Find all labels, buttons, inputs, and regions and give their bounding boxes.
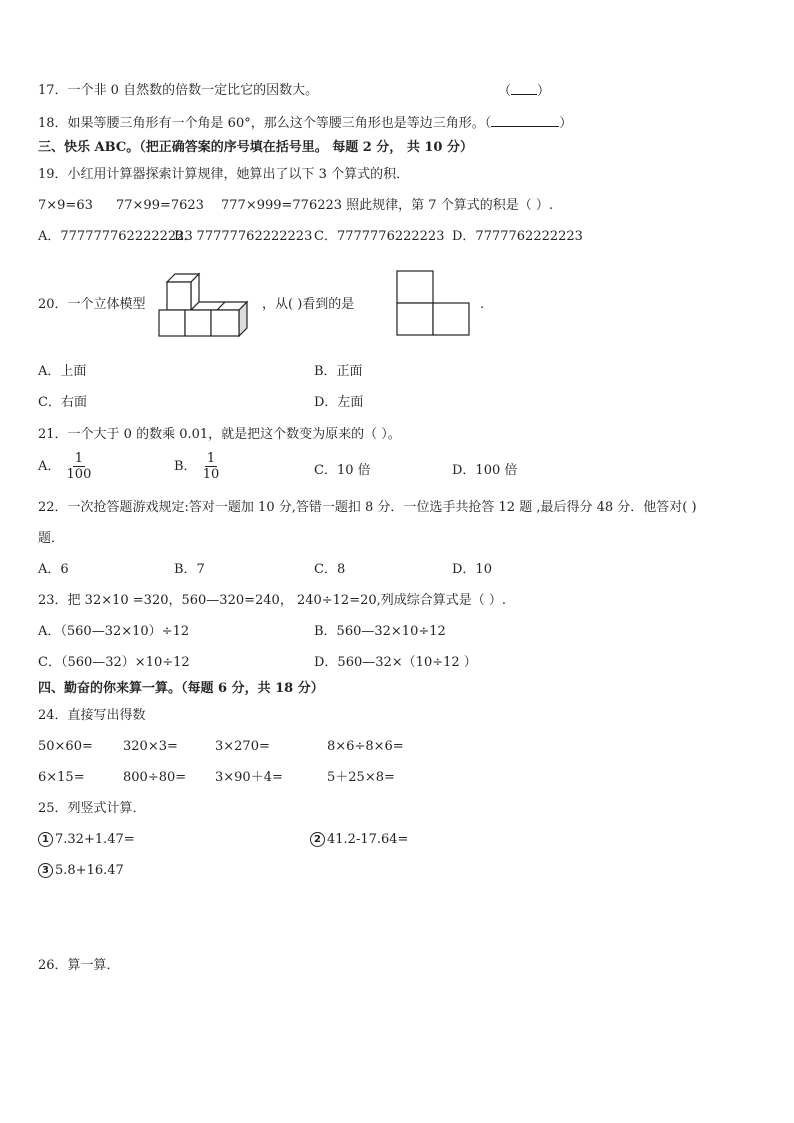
q24-item-1: 50×60= bbox=[38, 739, 93, 754]
section-3-heading: 三、快乐 ABC。（把正确答案的序号填在括号里。 每题 2 分， 共 10 分） bbox=[38, 140, 473, 155]
circled-number-1: 1 bbox=[38, 832, 53, 847]
fraction: $\frac{1}{100}$ bbox=[66, 451, 92, 482]
q19-expr-1: 7×9=63 bbox=[38, 198, 93, 213]
question-18-text: 18．如果等腰三角形有一个角是 60°，那么这个等腰三角形也是等边三角形。（ bbox=[38, 116, 492, 131]
q24-item-4: 8×6÷8×6= bbox=[327, 739, 404, 754]
question-23-text: 23．把 32×10 =320，560—320=240， 240÷12=20,列成综合算式是（ ）. bbox=[38, 593, 507, 608]
question-22-text: 22．一次抢答题游戏规定:答对一题加 10 分,答错一题扣 8 分．一位选手共抢答 12 题 ,最后得分 48 分．他答对( ) bbox=[38, 500, 697, 515]
view-shape-figure bbox=[396, 270, 470, 336]
q24-item-7: 3×90＋4= bbox=[215, 770, 283, 785]
answer-blank-18[interactable] bbox=[491, 114, 559, 127]
q24-item-6: 800÷80= bbox=[123, 770, 187, 785]
q24-item-8: 5＋25×8= bbox=[327, 770, 395, 785]
q20-option-a[interactable]: A．上面 bbox=[38, 364, 87, 379]
q21-option-c[interactable]: C．10 倍 bbox=[314, 463, 371, 478]
q25-item-1: 1 7.32+1.47= bbox=[38, 831, 135, 849]
q23-option-d[interactable]: D．560—32×（10÷12 ） bbox=[314, 655, 477, 670]
circled-number-2: 2 bbox=[310, 832, 325, 847]
q24-item-2: 320×3= bbox=[123, 739, 178, 754]
q25-item-3: 3 5.8+16.47 bbox=[38, 862, 124, 880]
question-25-title: 25．列竖式计算． bbox=[38, 801, 146, 816]
q19-option-d[interactable]: D．7777762222223 bbox=[452, 229, 583, 244]
question-20-suffix: . bbox=[480, 297, 485, 312]
question-20-middle: ，从( )看到的是 bbox=[262, 297, 355, 312]
question-19-text: 19．小红用计算器探索计算规律，她算出了以下 3 个算式的积． bbox=[38, 167, 410, 182]
q22-option-a[interactable]: A．6 bbox=[38, 562, 69, 577]
q25-item-2: 2 41.2-17.64= bbox=[310, 831, 408, 849]
q24-item-5: 6×15= bbox=[38, 770, 85, 785]
q23-option-c[interactable]: C．（560—32）×10÷12 bbox=[38, 655, 190, 670]
q20-option-c[interactable]: C．右面 bbox=[38, 395, 87, 410]
q20-option-b[interactable]: B．正面 bbox=[314, 364, 363, 379]
question-17 bbox=[38, 82, 318, 100]
q19-option-a[interactable]: A．7777777622222223 bbox=[38, 229, 193, 244]
q23-option-a[interactable]: A．（560—32×10）÷12 bbox=[38, 624, 190, 639]
q19-option-b[interactable]: B．77777762222223 bbox=[174, 229, 313, 244]
q19-expr-2: 77×99=7623 bbox=[116, 198, 204, 213]
circled-number-3: 3 bbox=[38, 863, 53, 878]
question-24-title: 24．直接写出得数 bbox=[38, 708, 146, 723]
question-20-prefix: 20．一个立体模型 bbox=[38, 297, 146, 312]
q22-option-c[interactable]: C．8 bbox=[314, 562, 346, 577]
q21-option-a[interactable]: A． $\frac{1}{100}$ bbox=[38, 451, 92, 482]
question-22-text-cont: 题． bbox=[38, 531, 65, 546]
question-26-title: 26．算一算． bbox=[38, 958, 120, 973]
q19-expr-3: 777×999=776223 照此规律，第 7 个算式的积是（ ）. bbox=[221, 198, 553, 213]
cube-model-figure bbox=[157, 270, 249, 340]
q21-option-b[interactable]: B． $\frac{1}{10}$ bbox=[174, 451, 220, 482]
question-21-text: 21．一个大于 0 的数乘 0.01，就是把这个数变为原来的（ ）。 bbox=[38, 427, 401, 442]
q23-option-b[interactable]: B．560—32×10÷12 bbox=[314, 624, 446, 639]
q21-option-d[interactable]: D．100 倍 bbox=[452, 463, 518, 478]
q20-option-d[interactable]: D．左面 bbox=[314, 395, 364, 410]
question-18: 18．如果等腰三角形有一个角是 60°，那么这个等腰三角形也是等边三角形。（ ） bbox=[38, 116, 573, 131]
q22-option-b[interactable]: B．7 bbox=[174, 562, 205, 577]
section-4-heading: 四、勤奋的你来算一算。（每题 6 分，共 18 分） bbox=[38, 681, 324, 696]
answer-blank-17[interactable]: （ ） bbox=[498, 84, 551, 99]
fraction: $\frac{1}{10}$ bbox=[202, 451, 220, 482]
question-17-text: 17．一个非 0 自然数的倍数一定比它的因数大。 bbox=[38, 83, 319, 98]
q24-item-3: 3×270= bbox=[215, 739, 270, 754]
q22-option-d[interactable]: D．10 bbox=[452, 562, 492, 577]
q19-option-c[interactable]: C．7777776222223 bbox=[314, 229, 445, 244]
